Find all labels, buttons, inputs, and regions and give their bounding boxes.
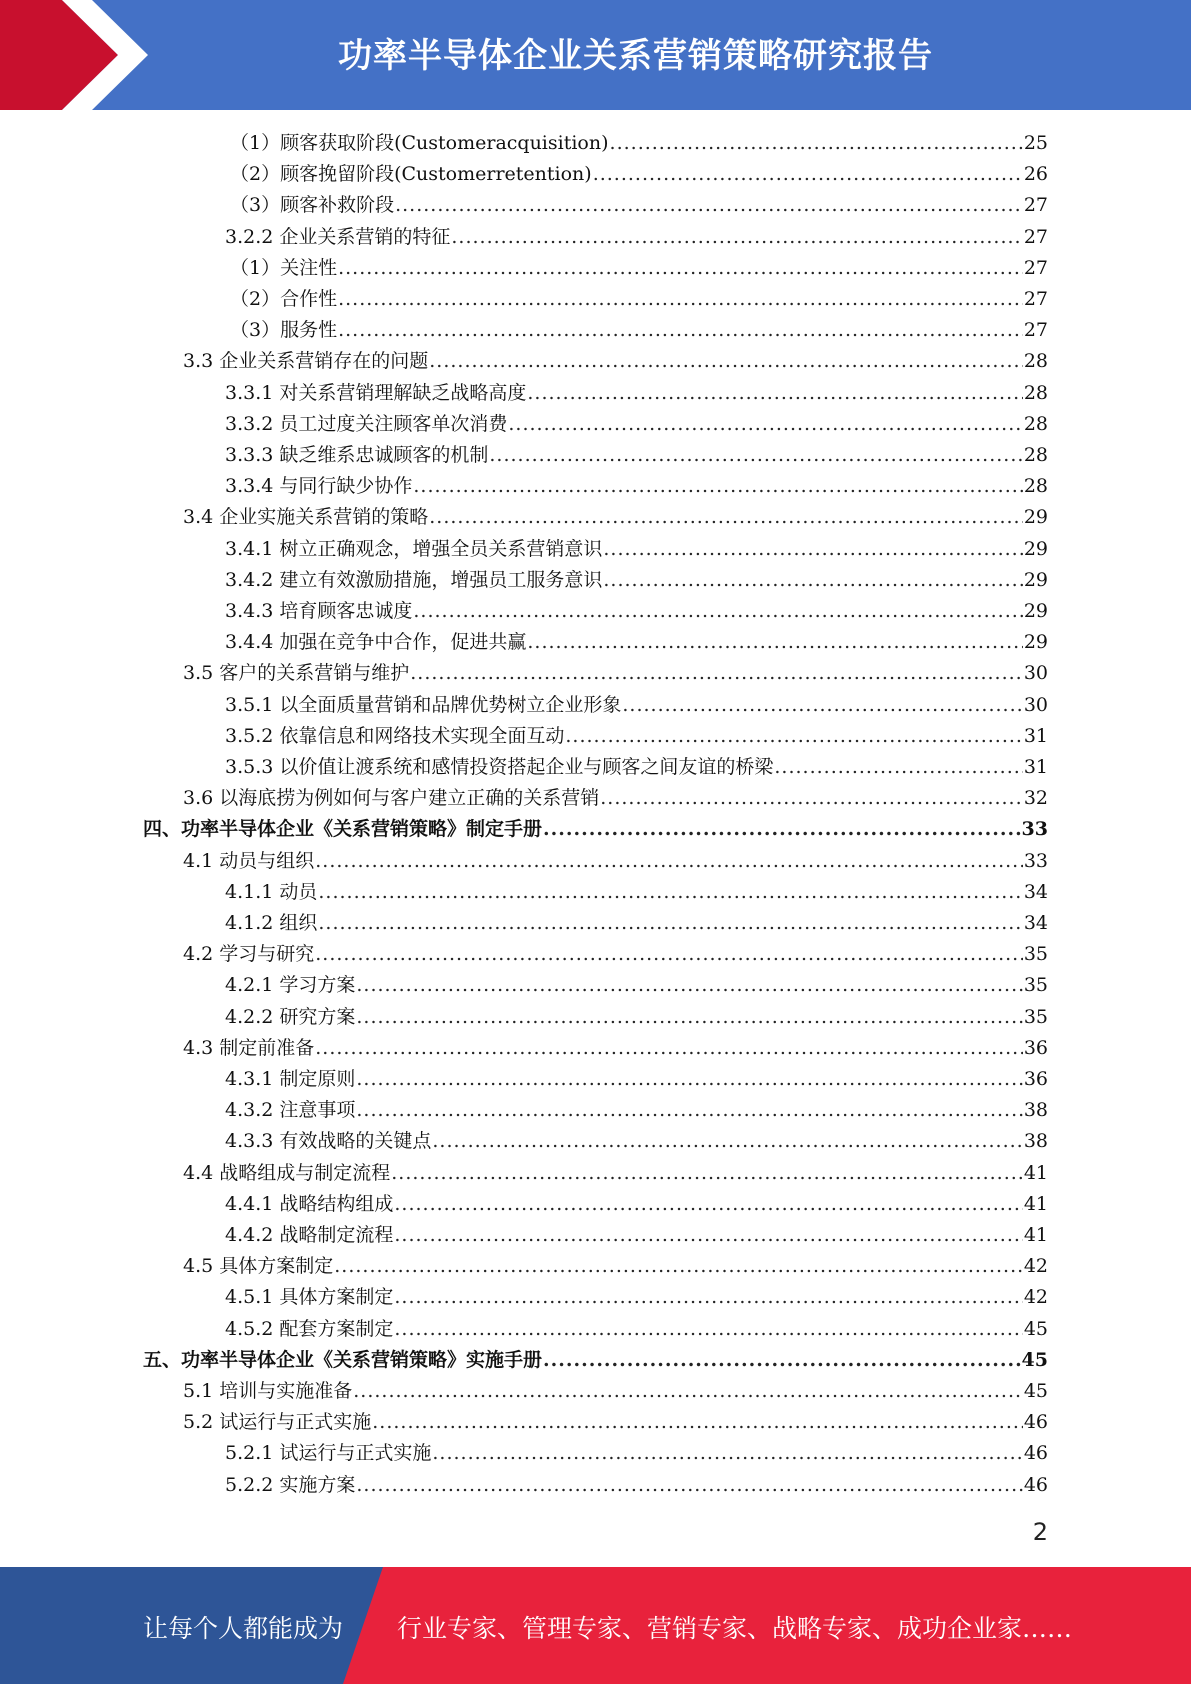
toc-entry-title: 3.3.1 对关系营销理解缺乏战略高度 — [225, 381, 527, 404]
toc-entry-title: 4.3.2 注意事项 — [225, 1099, 356, 1122]
toc-leader-dots — [432, 1438, 1022, 1469]
toc-entry-page: 35 — [1023, 943, 1048, 966]
toc-entry-page: 30 — [1023, 662, 1048, 685]
toc-leader-dots — [356, 1002, 1022, 1033]
toc-entry-page: 46 — [1023, 1473, 1048, 1496]
toc-entry-page: 45 — [1023, 1380, 1048, 1402]
toc-entry[interactable] — [183, 658, 1048, 689]
toc-entry-page: 38 — [1023, 1130, 1048, 1153]
toc-leader-dots — [565, 721, 1022, 752]
toc-entry-title: 4.2.1 学习方案 — [225, 974, 356, 997]
toc-leader-dots — [508, 409, 1022, 440]
toc-entry-page: 36 — [1023, 1036, 1048, 1059]
toc-entry-title: 4.1.2 组织 — [225, 912, 318, 934]
toc-entry[interactable] — [225, 534, 1048, 565]
toc-entry-title: 五、功率半导体企业《关系营销策略》实施手册 — [143, 1348, 543, 1371]
toc-entry[interactable] — [225, 409, 1048, 440]
toc-leader-dots — [356, 1470, 1022, 1501]
toc-entry[interactable] — [225, 1314, 1048, 1345]
toc-entry-title: 3.5.2 依靠信息和网络技术实现全面互动 — [225, 724, 565, 747]
toc-entry[interactable] — [183, 1407, 1048, 1438]
toc-entry-title: 4.1 动员与组织 — [183, 849, 315, 872]
toc-entry-title: 3.6 以海底捞为例如何与客户建立正确的关系营销 — [183, 787, 600, 810]
toc-entry[interactable] — [225, 1095, 1048, 1126]
toc-entry-page: 42 — [1023, 1286, 1048, 1309]
toc-leader-dots — [394, 1282, 1022, 1313]
toc-entry[interactable] — [225, 1438, 1048, 1469]
toc-entry[interactable] — [225, 721, 1048, 752]
toc-leader-dots — [429, 346, 1023, 377]
toc-entry-title: 3.2.2 企业关系营销的特征 — [225, 225, 451, 248]
toc-entry-title: 4.2 学习与研究 — [183, 943, 315, 966]
toc-leader-dots — [315, 1033, 1023, 1064]
toc-entry[interactable] — [225, 627, 1048, 658]
toc-leader-dots — [429, 502, 1023, 533]
toc-leader-dots — [391, 1158, 1023, 1189]
toc-entry-title: 3.4.4 加强在竞争中合作，促进共赢 — [225, 631, 527, 654]
toc-entry-page: 29 — [1023, 631, 1048, 654]
toc-entry-page: 33 — [1021, 818, 1048, 841]
toc-entry-title: 4.4.1 战略结构组成 — [225, 1192, 394, 1215]
toc-leader-dots — [315, 939, 1023, 970]
toc-entry[interactable] — [225, 222, 1048, 253]
toc-entry[interactable] — [230, 159, 1048, 190]
toc-leader-dots — [527, 378, 1022, 409]
toc-entry[interactable] — [225, 1282, 1048, 1313]
toc-leader-dots — [394, 1314, 1022, 1345]
toc-leader-dots — [372, 1407, 1023, 1438]
toc-leader-dots — [410, 658, 1023, 689]
toc-entry[interactable] — [225, 970, 1048, 1001]
toc-entry-page: 46 — [1023, 1411, 1048, 1434]
toc-entry[interactable] — [183, 1251, 1048, 1282]
toc-entry[interactable] — [143, 1345, 1048, 1376]
toc-entry-page: 31 — [1023, 756, 1048, 778]
toc-leader-dots — [338, 284, 1023, 315]
toc-leader-dots — [395, 190, 1023, 221]
toc-leader-dots — [774, 752, 1022, 783]
toc-entry[interactable] — [225, 908, 1048, 939]
toc-leader-dots — [315, 846, 1023, 877]
toc-leader-dots — [432, 1126, 1022, 1157]
toc-entry[interactable] — [230, 284, 1048, 315]
page-header — [0, 0, 1191, 110]
toc-entry[interactable] — [183, 502, 1048, 533]
toc-entry-page: 28 — [1023, 475, 1048, 498]
toc-leader-dots — [527, 627, 1022, 658]
toc-entry[interactable] — [225, 1189, 1048, 1220]
toc-leader-dots — [543, 814, 1021, 845]
toc-entry-page: 35 — [1023, 1005, 1048, 1028]
toc-entry-title: （1）关注性 — [230, 256, 338, 279]
toc-entry[interactable] — [183, 346, 1048, 377]
toc-leader-dots — [603, 534, 1022, 565]
toc-entry-page: 27 — [1023, 256, 1048, 279]
page-number: 2 — [1032, 1518, 1048, 1546]
toc-entry[interactable] — [230, 128, 1048, 159]
page-footer — [0, 1567, 1191, 1684]
toc-entry-title: 5.2 试运行与正式实施 — [183, 1411, 372, 1434]
toc-entry[interactable] — [183, 1033, 1048, 1064]
toc-entry-page: 29 — [1023, 600, 1048, 622]
toc-entry-page: 31 — [1023, 724, 1048, 747]
toc-leader-dots — [356, 970, 1022, 1001]
toc-entry[interactable] — [225, 1064, 1048, 1095]
toc-entry-page: 45 — [1023, 1317, 1048, 1340]
toc-entry[interactable] — [183, 846, 1048, 877]
toc-entry-title: 5.2.2 实施方案 — [225, 1473, 356, 1496]
toc-leader-dots — [356, 1095, 1022, 1126]
toc-entry-title: 3.4 企业实施关系营销的策略 — [183, 506, 429, 529]
toc-leader-dots — [413, 596, 1022, 627]
toc-entry[interactable] — [183, 1158, 1048, 1189]
toc-leader-dots — [318, 908, 1022, 939]
toc-entry-title: （2）合作性 — [230, 288, 338, 310]
toc-leader-dots — [603, 565, 1022, 596]
toc-leader-dots — [353, 1376, 1023, 1407]
toc-entry-page: 42 — [1023, 1255, 1048, 1278]
toc-entry[interactable] — [183, 1376, 1048, 1407]
toc-leader-dots — [334, 1251, 1023, 1282]
footer-slogan-left: 让每个人都能成为 — [143, 1614, 344, 1643]
toc-entry-title: 5.1 培训与实施准备 — [183, 1380, 353, 1402]
toc-entry[interactable] — [225, 596, 1048, 627]
toc-entry-page: 27 — [1023, 194, 1048, 217]
toc-leader-dots — [394, 1189, 1022, 1220]
toc-entry-page: 25 — [1023, 132, 1048, 154]
toc-entry-title: （1）顾客获取阶段(Customeracquisition) — [230, 132, 609, 154]
toc-entry[interactable] — [225, 1220, 1048, 1251]
toc-entry-title: （3）服务性 — [230, 319, 338, 342]
toc-entry-title: 4.5.1 具体方案制定 — [225, 1286, 394, 1309]
toc-entry[interactable] — [225, 1002, 1048, 1033]
toc-leader-dots — [318, 877, 1022, 908]
toc-entry-page: 41 — [1023, 1192, 1048, 1215]
toc-entry-title: 3.3.4 与同行缺少协作 — [225, 475, 413, 498]
toc-entry[interactable] — [230, 315, 1048, 346]
toc-entry-title: 3.4.1 树立正确观念，增强全员关系营销意识 — [225, 537, 603, 560]
toc-entry-title: 4.3.1 制定原则 — [225, 1068, 356, 1090]
toc-entry-page: 32 — [1023, 787, 1048, 810]
toc-entry-page: 29 — [1023, 537, 1048, 560]
toc-entry-page: 29 — [1023, 568, 1048, 591]
toc-leader-dots — [593, 159, 1023, 190]
toc-entry[interactable] — [225, 565, 1048, 596]
toc-entry-page: 30 — [1023, 693, 1048, 716]
toc-entry[interactable] — [225, 378, 1048, 409]
toc-entry-page: 46 — [1023, 1442, 1048, 1465]
toc-entry-title: 3.4.2 建立有效激励措施，增强员工服务意识 — [225, 568, 603, 591]
toc-leader-dots — [338, 253, 1023, 284]
toc-entry-page: 27 — [1023, 225, 1048, 248]
toc-entry-page: 35 — [1023, 974, 1048, 997]
toc-entry-title: 5.2.1 试运行与正式实施 — [225, 1442, 432, 1465]
toc-entry[interactable] — [225, 752, 1048, 783]
toc-entry-title: 3.5 客户的关系营销与维护 — [183, 662, 410, 685]
toc-entry-title: 3.3.3 缺乏维系忠诚顾客的机制 — [225, 444, 489, 466]
toc-leader-dots — [622, 690, 1022, 721]
toc-entry-page: 34 — [1023, 880, 1048, 903]
toc-entry-title: 3.4.3 培育顾客忠诚度 — [225, 600, 413, 622]
toc-entry-page: 26 — [1023, 163, 1048, 186]
toc-entry-page: 34 — [1023, 912, 1048, 934]
report-title: 功率半导体企业关系营销策略研究报告 — [338, 36, 933, 76]
toc-entry-title: 4.1.1 动员 — [225, 880, 318, 903]
toc-entry[interactable] — [225, 1126, 1048, 1157]
toc-entry-title: 4.5 具体方案制定 — [183, 1255, 334, 1278]
toc-entry[interactable] — [225, 440, 1048, 471]
toc-leader-dots — [413, 471, 1022, 502]
toc-entry-page: 29 — [1023, 506, 1048, 529]
toc-entry-title: （3）顾客补救阶段 — [230, 194, 395, 217]
toc-leader-dots — [489, 440, 1022, 471]
toc-entry[interactable] — [230, 253, 1048, 284]
toc-entry-title: 3.3 企业关系营销存在的问题 — [183, 350, 429, 373]
toc-entry-title: 4.4.2 战略制定流程 — [225, 1224, 394, 1246]
toc-leader-dots — [394, 1220, 1022, 1251]
toc-entry[interactable] — [225, 1470, 1048, 1501]
toc-entry-page: 27 — [1023, 319, 1048, 342]
toc-entry-page: 33 — [1023, 849, 1048, 872]
toc-entry-page: 28 — [1023, 350, 1048, 373]
toc-entry[interactable] — [183, 783, 1048, 814]
toc-entry-page: 36 — [1023, 1068, 1048, 1090]
toc-entry-page: 28 — [1023, 444, 1048, 466]
toc-entry-title: （2）顾客挽留阶段(Customerretention) — [230, 163, 592, 186]
toc-entry-page: 41 — [1023, 1161, 1048, 1184]
toc-entry-title: 4.2.2 研究方案 — [225, 1005, 356, 1028]
toc-entry-page: 45 — [1021, 1348, 1048, 1371]
toc-entry-title: 3.3.2 员工过度关注顾客单次消费 — [225, 412, 508, 435]
toc-entry-title: 4.3 制定前准备 — [183, 1036, 315, 1059]
toc-entry-title: 4.5.2 配套方案制定 — [225, 1317, 394, 1340]
toc-entry-title: 3.5.1 以全面质量营销和品牌优势树立企业形象 — [225, 693, 622, 716]
toc-entry[interactable] — [143, 814, 1048, 845]
toc-entry-title: 4.3.3 有效战略的关键点 — [225, 1130, 432, 1153]
toc-entry-page: 38 — [1023, 1099, 1048, 1122]
toc-entry-page: 27 — [1023, 288, 1048, 310]
toc-entry-page: 28 — [1023, 381, 1048, 404]
toc-leader-dots — [451, 222, 1022, 253]
toc-leader-dots — [600, 783, 1023, 814]
toc-leader-dots — [610, 128, 1023, 159]
footer-slogan-right: 行业专家、管理专家、营销专家、战略专家、成功企业家…… — [397, 1614, 1073, 1643]
toc-entry-page: 41 — [1023, 1224, 1048, 1246]
toc-entry[interactable] — [183, 939, 1048, 970]
toc-entry[interactable] — [225, 877, 1048, 908]
toc-entry[interactable] — [225, 690, 1048, 721]
toc-entry-title: 四、功率半导体企业《关系营销策略》制定手册 — [143, 818, 543, 841]
toc-leader-dots — [543, 1345, 1021, 1376]
toc-entry[interactable] — [225, 471, 1048, 502]
toc-entry-page: 28 — [1023, 412, 1048, 435]
toc-entry-title: 4.4 战略组成与制定流程 — [183, 1161, 391, 1184]
toc-leader-dots — [356, 1064, 1022, 1095]
toc-entry-title: 3.5.3 以价值让渡系统和感情投资搭起企业与顾客之间友谊的桥梁 — [225, 756, 774, 778]
toc-leader-dots — [338, 315, 1023, 346]
toc-entry[interactable] — [230, 190, 1048, 221]
